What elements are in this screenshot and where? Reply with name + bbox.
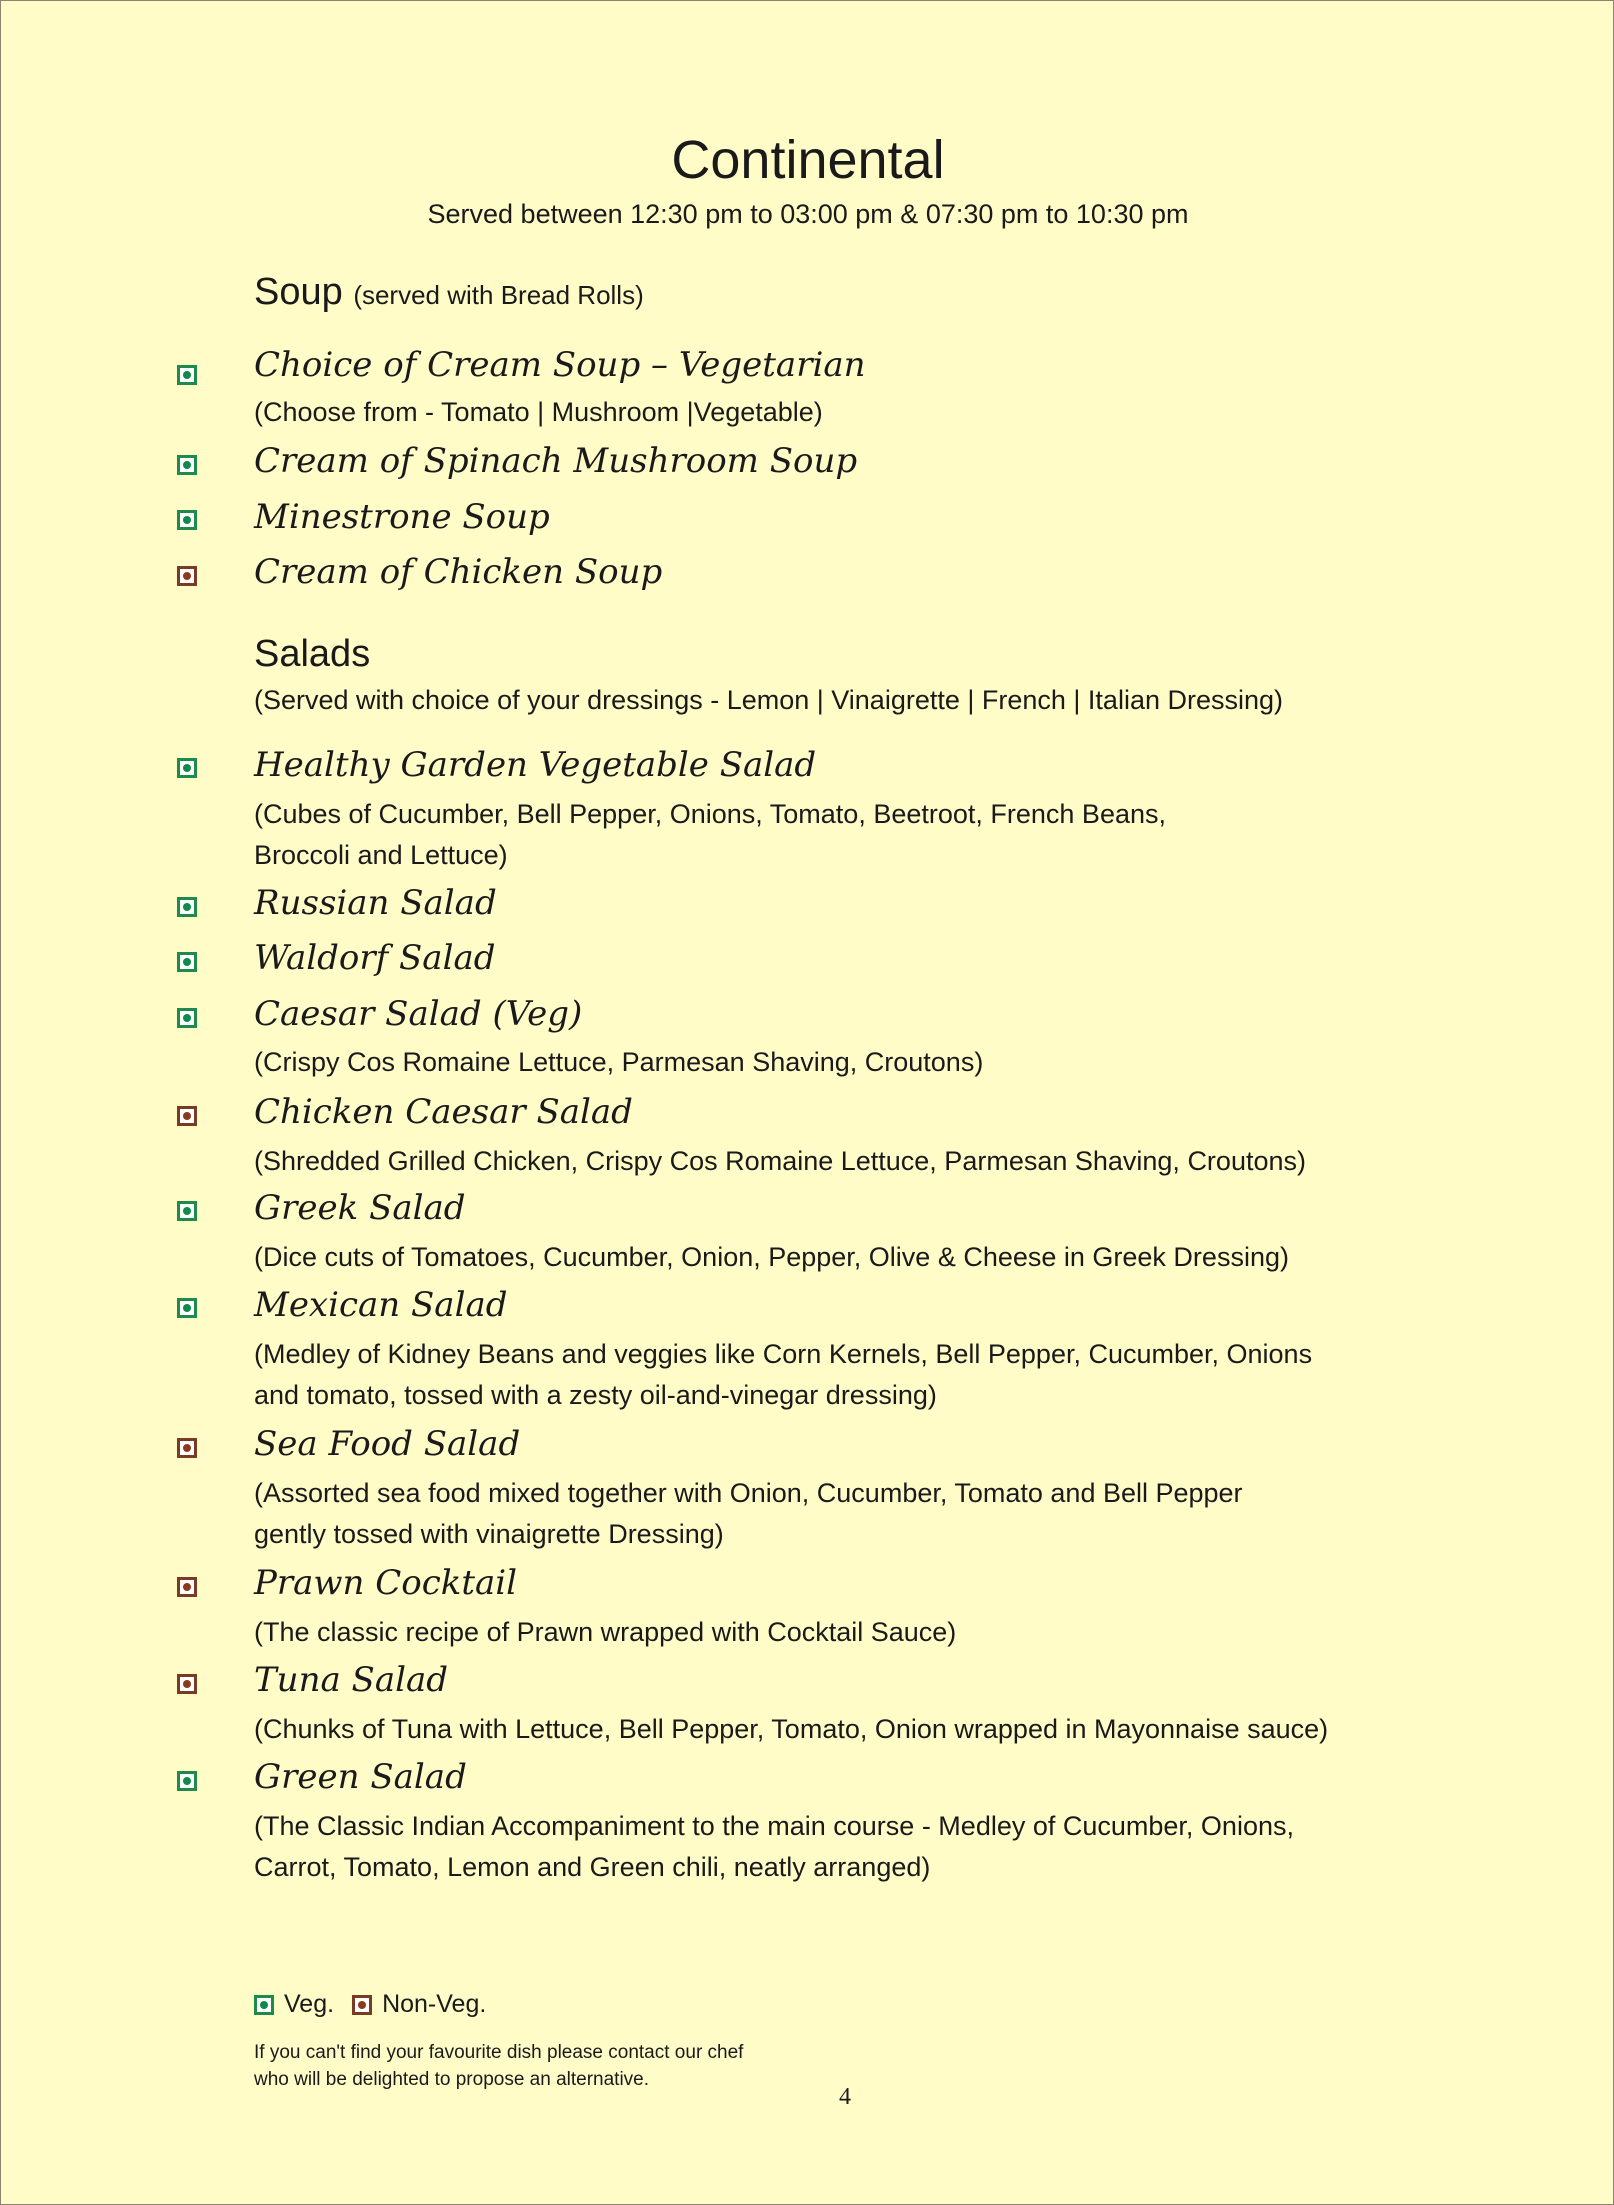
menu-item-desc: (Dice cuts of Tomatoes, Cucumber, Onion, Pepper, Olive & Cheese in Greek Dressing) — [254, 1242, 1289, 1272]
menu-item: Cream of Chicken Soup — [254, 552, 663, 592]
menu-item: Tuna Salad — [254, 1660, 449, 1700]
menu-item-desc: (Crispy Cos Romaine Lettuce, Parmesan Shaving, Croutons) — [254, 1047, 984, 1077]
footer-note — [254, 2039, 743, 2093]
nonveg-icon — [177, 1577, 197, 1597]
nonveg-icon — [177, 566, 197, 586]
menu-item-desc: (The classic recipe of Prawn wrapped with Cocktail Sauce) — [254, 1617, 957, 1647]
menu-item: Cream of Spinach Mushroom Soup — [254, 441, 858, 481]
page-title: Continental — [671, 130, 945, 190]
soup-heading: Soup (served with Bread Rolls) — [254, 271, 644, 313]
veg-icon — [177, 897, 197, 917]
salads-note: (Served with choice of your dressings - Lemon | Vinaigrette | French | Italian Dressing) — [254, 685, 1284, 715]
legend-veg-label: Veg. — [284, 1990, 335, 2018]
salads-heading: Salads — [254, 633, 371, 675]
veg-icon — [177, 1298, 197, 1318]
menu-item-desc: gently tossed with vinaigrette Dressing) — [254, 1519, 724, 1549]
menu-item: Green Salad — [254, 1757, 467, 1797]
menu-item: Greek Salad — [254, 1188, 466, 1228]
veg-icon — [177, 758, 197, 778]
footer-line: If you can't find your favourite dish please contact our chef — [254, 2042, 744, 2063]
legend-nonveg-label: Non-Veg. — [382, 1990, 487, 2018]
menu-item: Choice of Cream Soup – Vegetarian — [254, 345, 866, 385]
footer-line: who will be delighted to propose an alternative. — [254, 2069, 650, 2090]
nonveg-icon — [177, 1106, 197, 1126]
menu-item-desc: (Chunks of Tuna with Lettuce, Bell Pepper, Tomato, Onion wrapped in Mayonnaise sauce) — [254, 1714, 1329, 1744]
veg-icon — [177, 455, 197, 475]
menu-item-desc: (Choose from - Tomato | Mushroom |Vegetable) — [254, 397, 823, 427]
page-number: 4 — [839, 2084, 851, 2110]
veg-icon — [177, 365, 197, 385]
menu-item: Sea Food Salad — [254, 1424, 521, 1464]
veg-icon — [177, 1771, 197, 1791]
menu-item-desc: (Medley of Kidney Beans and veggies like Corn Kernels, Bell Pepper, Cucumber, Onions — [254, 1339, 1313, 1369]
menu-item-desc: (The Classic Indian Accompaniment to the main course - Medley of Cucumber, Onions, — [254, 1811, 1294, 1841]
menu-item-desc: (Assorted sea food mixed together with Onion, Cucumber, Tomato and Bell Pepper — [254, 1478, 1243, 1508]
menu-item: Healthy Garden Vegetable Salad — [254, 745, 817, 785]
menu-item-desc: Broccoli and Lettuce) — [254, 840, 508, 870]
serving-hours: Served between 12:30 pm to 03:00 pm & 07:30 pm to 10:30 pm — [427, 199, 1189, 229]
menu-item: Russian Salad — [254, 883, 497, 923]
menu-item: Prawn Cocktail — [254, 1563, 518, 1603]
menu-item: Caesar Salad (Veg) — [254, 994, 583, 1034]
menu-item: Minestrone Soup — [254, 497, 550, 537]
menu-item: Chicken Caesar Salad — [254, 1092, 633, 1132]
menu-item: Waldorf Salad — [254, 938, 496, 978]
menu-item-desc: and tomato, tossed with a zesty oil-and-vinegar dressing) — [254, 1380, 937, 1410]
menu-item-desc: (Shredded Grilled Chicken, Crispy Cos Romaine Lettuce, Parmesan Shaving, Croutons) — [254, 1146, 1306, 1176]
menu-item-desc: Carrot, Tomato, Lemon and Green chili, neatly arranged) — [254, 1852, 931, 1882]
veg-icon — [177, 510, 197, 530]
menu-item: Mexican Salad — [254, 1285, 508, 1325]
legend — [254, 1990, 486, 2019]
veg-icon — [177, 952, 197, 972]
nonveg-icon — [177, 1438, 197, 1458]
nonveg-icon — [352, 1995, 372, 2015]
veg-icon — [177, 1008, 197, 1028]
nonveg-icon — [177, 1674, 197, 1694]
soup-note: (served with Bread Rolls) — [353, 280, 644, 310]
veg-icon — [177, 1201, 197, 1221]
menu-item-desc: (Cubes of Cucumber, Bell Pepper, Onions, Tomato, Beetroot, French Beans, — [254, 799, 1166, 829]
veg-icon — [254, 1995, 274, 2015]
